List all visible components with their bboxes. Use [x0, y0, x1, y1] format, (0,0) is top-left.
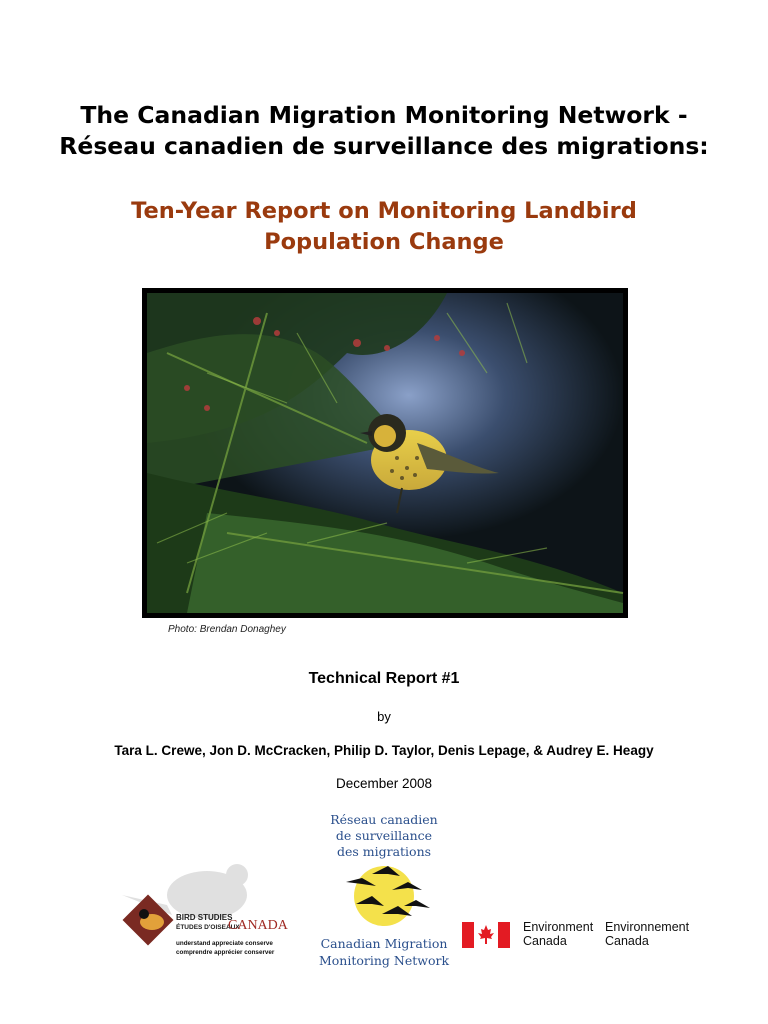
- report-number: Technical Report #1: [308, 670, 460, 687]
- environment-canada-en: Environment Canada: [523, 920, 594, 948]
- cmmn-logo: [318, 808, 450, 978]
- cmmn-english-name: Canadian Migration Monitoring Network: [318, 936, 450, 968]
- bsc-tagline-fr: comprendre apprécier conserver: [176, 949, 275, 956]
- bsc-name-en: BIRD STUDIES: [176, 913, 233, 922]
- by-line: by: [377, 709, 391, 724]
- authors: Tara L. Crewe, Jon D. McCracken, Philip D. Taylor, Denis Lepage, & Audrey E. Heagy: [114, 743, 654, 758]
- bird-studies-canada-logo: [112, 860, 288, 980]
- cmmn-french-name: Réseau canadien de surveillance des migrations: [330, 812, 438, 859]
- report-date: December 2008: [335, 776, 433, 791]
- bsc-tagline-en: understand appreciate conserve: [176, 940, 273, 947]
- environnement-canada-fr: Environnement Canada: [605, 920, 690, 948]
- subtitle-line-2: Population Change: [264, 229, 504, 255]
- migrating-birds-icon: [332, 860, 436, 932]
- environment-canada-logo: [462, 918, 702, 954]
- bird-studies-canada-logo-graphic: [112, 860, 288, 980]
- title-line-2: Réseau canadien de surveillance des migrations:: [59, 132, 709, 160]
- warbler-photo-illustration: [147, 293, 623, 613]
- cover-photo: [142, 288, 628, 618]
- bsc-name-fr: ÉTUDES D'OISEAUX: [176, 924, 240, 931]
- photo-credit: Photo: Brendan Donaghey: [168, 624, 286, 635]
- canada-flag-icon: [462, 922, 510, 948]
- title-line-1: The Canadian Migration Monitoring Network -: [80, 101, 688, 129]
- subtitle-line-1: Ten-Year Report on Monitoring Landbird: [131, 198, 637, 224]
- bsc-country: CANADA: [228, 918, 288, 933]
